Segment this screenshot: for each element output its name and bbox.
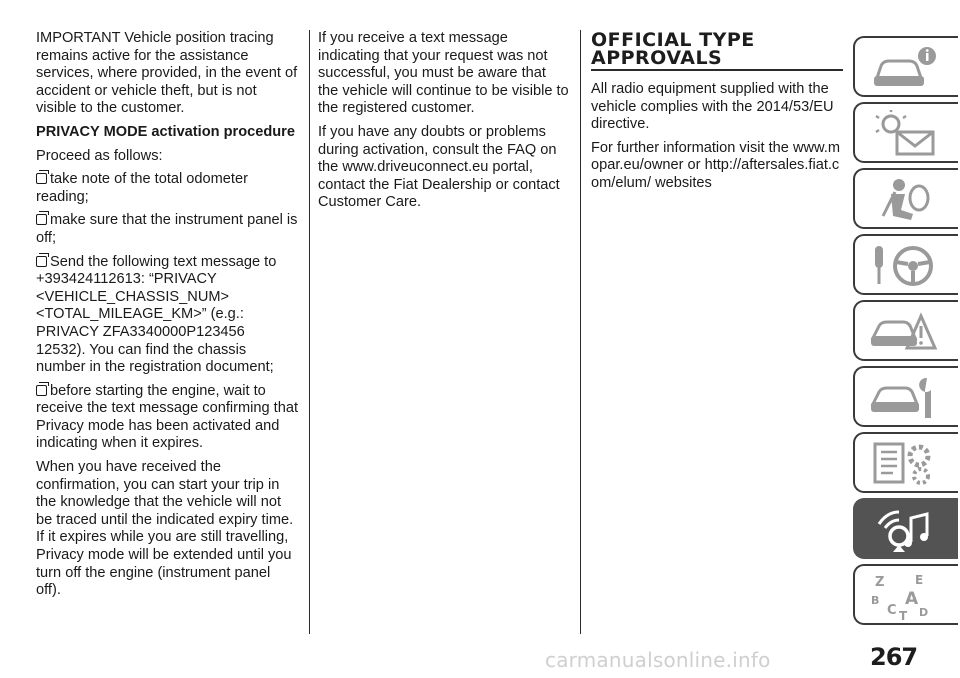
tab-starting-driving[interactable] [853,234,958,295]
tab-multimedia[interactable] [853,498,958,559]
multimedia-music-icon [869,506,939,554]
heading-underline [591,69,843,71]
list-item: before starting the engine, wait to receive the text message confirming that Privacy mode has been activated and indicating when it expires. [36,382,299,452]
list-item: take note of the total odometer reading; [36,171,248,205]
checkbox-bullet-icon [36,173,47,184]
section-heading: OFFICIAL TYPE APPROVALS [591,29,755,69]
approval-paragraph: All radio equipment supplied with the vehicle complies with the 2014/53/EU directive. [591,81,834,133]
column-3 [591,30,843,199]
failure-paragraph: If you receive a text message indicating that your request was not successful, you must be aware that the vehicle will continue to be visible to the registered customer. [318,30,569,117]
important-note: IMPORTANT Vehicle position tracing remains active for the assistance services, where provided, in the event of accident or vehicle theft, but is not visible to the customer. [36,30,298,117]
checkbox-bullet-icon [36,256,47,267]
closing-paragraph: When you have received the confirmation, you can start your trip in the knowledge that the vehicle will not be traced until the indicated expiry time. If it expires while you are still travelling, Privacy mode will be extended until you turn off the engine (instrument panel off). [36,459,294,599]
tab-emergency[interactable] [853,300,958,361]
car-info-icon [869,44,939,92]
specs-gear-icon [869,440,939,488]
airbag-seat-icon [869,176,939,224]
tab-lights-messages[interactable] [853,102,958,163]
tab-index[interactable] [853,564,958,625]
privacy-mode-subheading: PRIVACY MODE activation procedure [36,123,295,140]
index-letter: A [905,589,919,609]
checkbox-bullet-icon [36,214,47,225]
procedure-intro: Proceed as follows: [36,147,163,164]
watermark: carmanualsonline.info [545,648,771,672]
column-1 [36,30,298,606]
car-breakdown-warning-icon [869,308,939,356]
info-paragraph: For further information visit the www.mopar.eu/owner or http://aftersales.fiat.com/elum/ websites [591,139,840,191]
page-number: 267 [870,643,918,671]
index-letter: Z [875,575,885,590]
car-wrench-icon [869,374,939,422]
index-letter: D [919,606,929,619]
index-letters-icon [869,572,939,620]
warning-light-envelope-icon [869,110,939,158]
support-paragraph: If you have any doubts or problems during activation, consult the FAQ on the www.driveuconnect.eu portal, contact the Fiat Dealership or contact Customer Care. [318,123,560,211]
tab-technical-data[interactable] [853,432,958,493]
list-item: make sure that the instrument panel is off; [36,212,298,246]
column-2 [318,30,570,218]
index-letter: T [899,609,908,620]
column-divider-1 [309,30,310,634]
checkbox-bullet-icon [36,385,47,396]
index-letter: E [915,573,924,587]
index-letter: C [887,603,897,618]
key-steering-wheel-icon [869,242,939,290]
list-item: Send the following text message to +393424112613: “PRIVACY <VEHICLE_CHASSIS_NUM> <TOTAL_MILEAGE_KM>” (e.g.: PRIVACY ZFA3340000P123456 12532). You can find the chassis number in the registration document; [36,253,277,376]
tab-maintenance[interactable] [853,366,958,427]
tab-car-info[interactable] [853,36,958,97]
index-letter: B [871,594,880,607]
column-divider-2 [580,30,581,634]
tab-safety[interactable] [853,168,958,229]
